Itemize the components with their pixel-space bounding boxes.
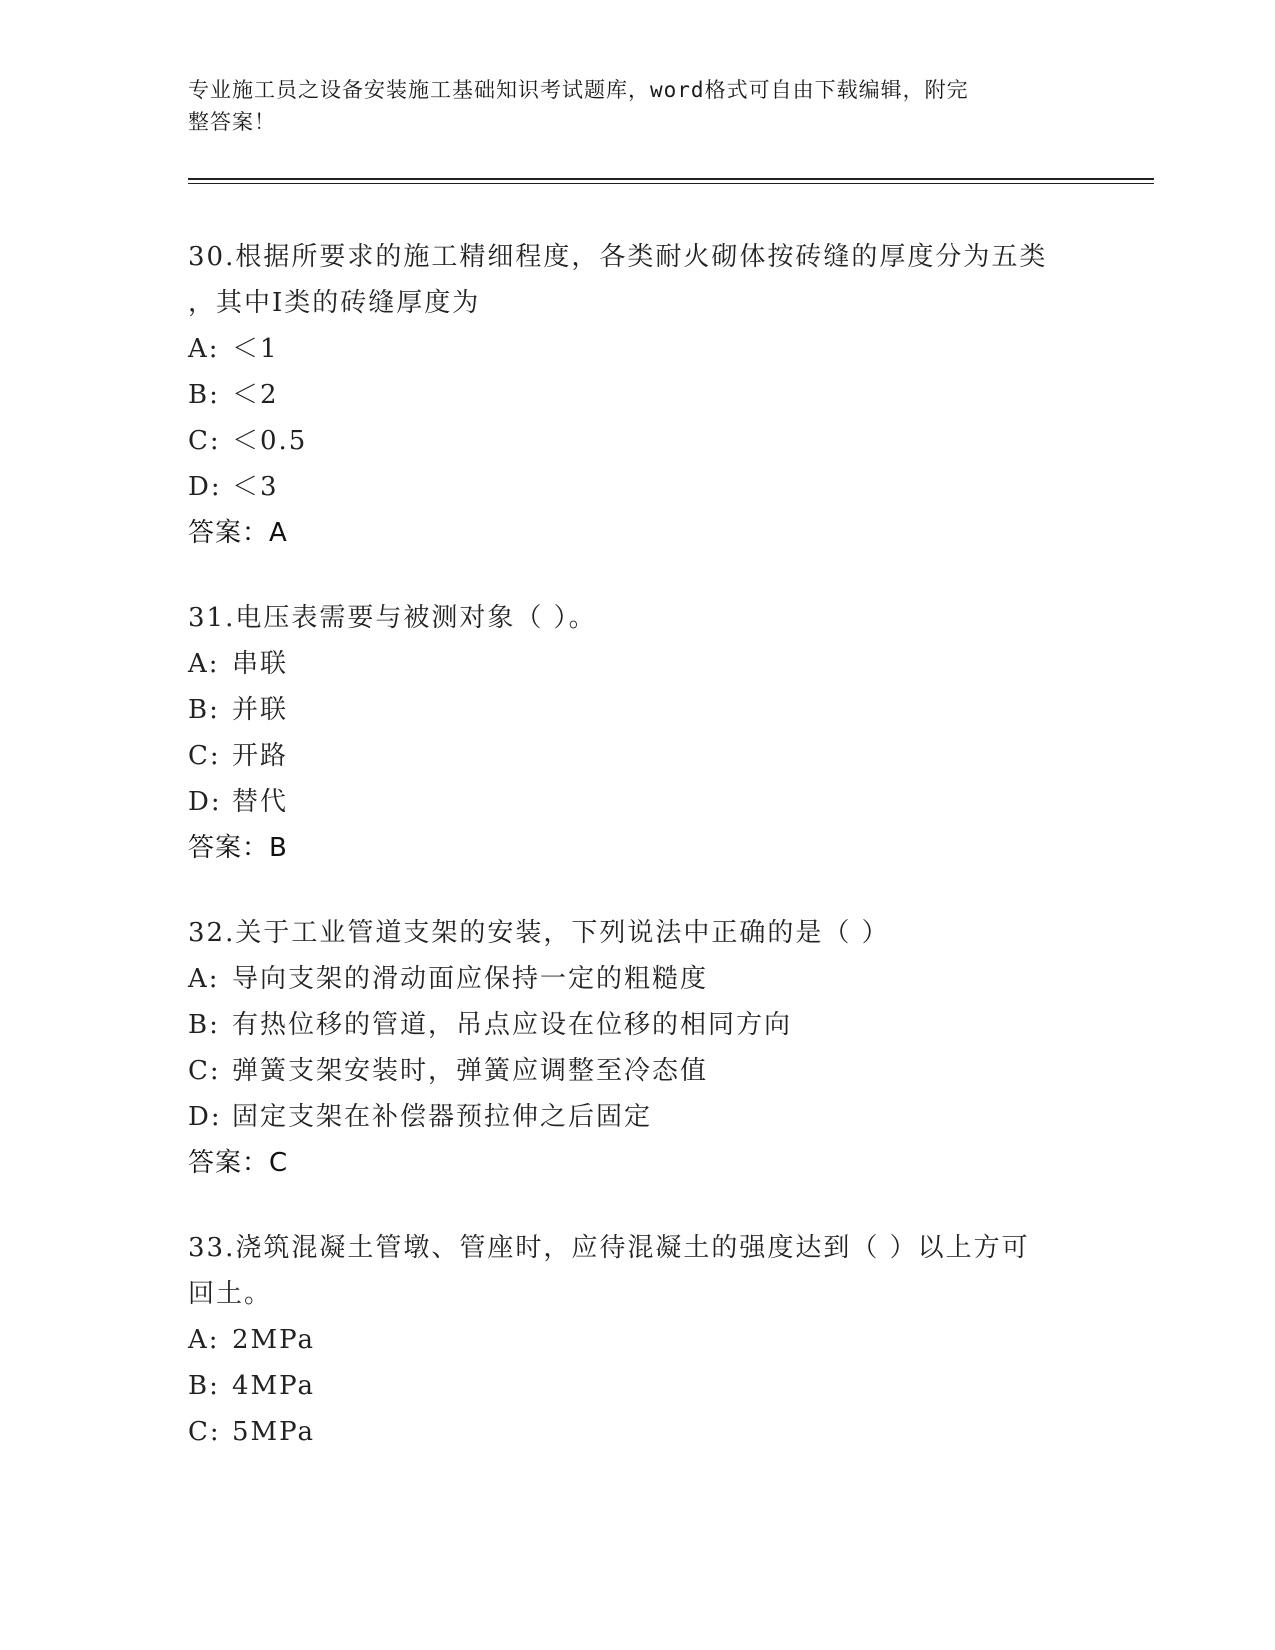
option-c xyxy=(188,1048,1088,1094)
question-list xyxy=(188,234,1088,1494)
document-header xyxy=(188,74,1068,138)
option-text: 5MPa xyxy=(232,1417,315,1447)
option-d xyxy=(188,464,1088,510)
header-line-1: 专业施工员之设备安装施工基础知识考试题库，word格式可自由下载编辑，附完 xyxy=(188,78,969,102)
option-letter: C: xyxy=(188,1056,221,1086)
question-stem-continued: 回土。 xyxy=(188,1279,273,1309)
question-stem-continued: ，其中Ⅰ类的砖缝厚度为 xyxy=(188,288,481,318)
option-c xyxy=(188,1409,1088,1455)
option-text: 4MPa xyxy=(232,1371,315,1401)
option-text: 有热位移的管道，吊点应设在位移的相同方向 xyxy=(232,1010,793,1040)
option-letter: D: xyxy=(188,787,222,817)
option-letter: D: xyxy=(188,472,222,502)
option-text: ＜1 xyxy=(232,334,279,364)
option-letter: B: xyxy=(188,1010,220,1040)
question-31 xyxy=(188,595,1088,871)
option-text: 并联 xyxy=(232,695,289,725)
option-letter: C: xyxy=(188,741,221,771)
option-text: 弹簧支架安装时，弹簧应调整至冷态值 xyxy=(232,1056,709,1086)
option-b xyxy=(188,687,1088,733)
option-text: ＜2 xyxy=(232,380,279,410)
option-b xyxy=(188,1363,1088,1409)
question-33 xyxy=(188,1225,1088,1455)
option-text: 导向支架的滑动面应保持一定的粗糙度 xyxy=(232,964,709,994)
option-text: 开路 xyxy=(232,741,289,771)
question-32 xyxy=(188,910,1088,1186)
option-text: ＜0.5 xyxy=(232,426,308,456)
option-text: 固定支架在补偿器预拉伸之后固定 xyxy=(232,1102,653,1132)
option-a xyxy=(188,956,1088,1002)
header-divider-thick xyxy=(188,178,1154,180)
answer-label: 答案：C xyxy=(188,1148,289,1178)
option-letter: A: xyxy=(188,649,220,679)
question-stem: 32.关于工业管道支架的安装，下列说法中正确的是（ ） xyxy=(188,918,890,948)
question-stem: 31.电压表需要与被测对象（ ）。 xyxy=(188,603,597,633)
answer-label: 答案：A xyxy=(188,518,288,548)
option-a xyxy=(188,326,1088,372)
option-letter: C: xyxy=(188,426,221,456)
option-letter: B: xyxy=(188,380,220,410)
question-30 xyxy=(188,234,1088,556)
option-d xyxy=(188,1094,1088,1140)
option-b xyxy=(188,1002,1088,1048)
option-c xyxy=(188,418,1088,464)
option-a xyxy=(188,1317,1088,1363)
option-text: ＜3 xyxy=(232,472,279,502)
option-text: 替代 xyxy=(232,787,289,817)
option-letter: C: xyxy=(188,1417,221,1447)
option-a xyxy=(188,641,1088,687)
option-text: 串联 xyxy=(232,649,289,679)
option-letter: D: xyxy=(188,1102,222,1132)
option-c xyxy=(188,733,1088,779)
option-letter: A: xyxy=(188,1325,220,1355)
option-letter: B: xyxy=(188,1371,220,1401)
option-b xyxy=(188,372,1088,418)
answer-label: 答案：B xyxy=(188,833,288,863)
option-text: 2MPa xyxy=(232,1325,315,1355)
header-divider-thin xyxy=(188,183,1154,184)
option-d xyxy=(188,779,1088,825)
question-stem: 30.根据所要求的施工精细程度，各类耐火砌体按砖缝的厚度分为五类 xyxy=(188,242,1048,272)
question-stem: 33.浇筑混凝土管墩、管座时，应待混凝土的强度达到（ ）以上方可 xyxy=(188,1233,1030,1263)
option-letter: B: xyxy=(188,695,220,725)
option-letter: A: xyxy=(188,334,220,364)
option-letter: A: xyxy=(188,964,220,994)
header-line-2: 整答案！ xyxy=(188,110,276,134)
